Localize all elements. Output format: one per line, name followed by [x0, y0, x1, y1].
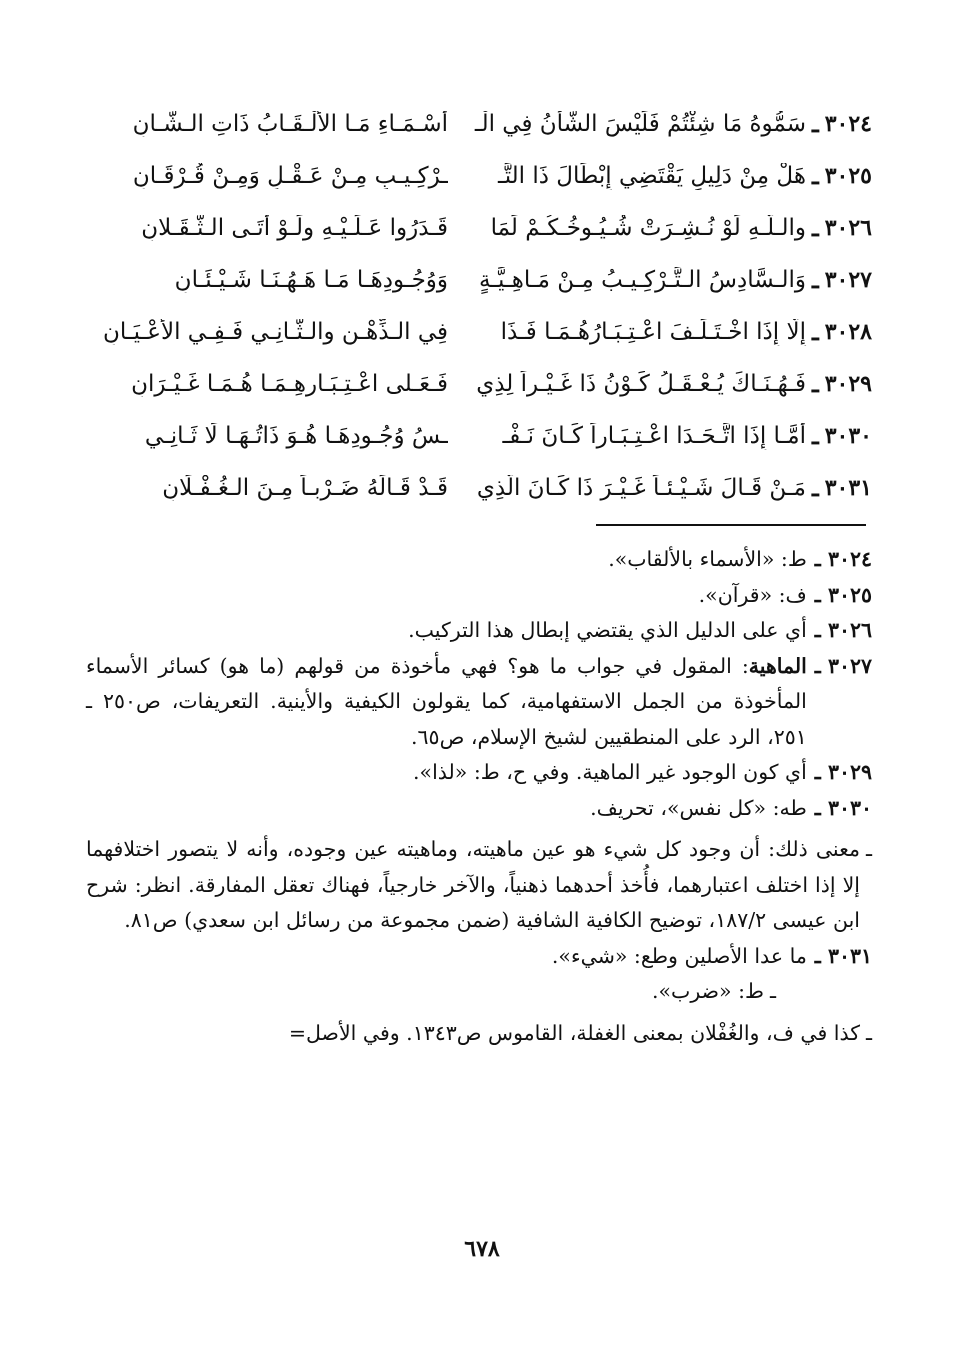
verse-second-hemistich: فِي الـذِّهْـنِ والـثَّـانِـي فَـفِـي الأَعْـيَـانِ: [102, 319, 448, 345]
verse-second-hemistich: قَـدَرُوا عَـلَـيْـهِ ولَـوْ أَتَـى الـثَّـقَـلانِ: [141, 215, 448, 241]
footnote-number: ٣٠٢٧ ـ: [814, 653, 872, 678]
verse-first-hemistich: [472, 319, 872, 346]
verse-first-hemistich: [472, 267, 872, 294]
footnote-text: كذا في ف، والغُفْلان بمعنى الغفلة، القاموس ص١٣٤٣. وفي الأصل=: [288, 1020, 860, 1045]
footnote-body: : المقول في جواب ما هو؟ فهي مأخوذة من قولهم (ما هو) كسائر الأسماء المأخوذة من الجمل الاستفهامية، كما يقولون الكيفية والأينية. التعريفات، ص٢٥٠ ـ ٢٥١، الرد على المنطقيين لشيخ الإسلام، ص٦٥.: [86, 653, 807, 749]
verse-dash: ـ: [811, 370, 819, 398]
footnote-text: أي على الدليل الذي يقتضي إبطال هذا التركيب.: [408, 618, 807, 642]
footnote-text: ما عدا الأصلين وطع: «شيء».: [551, 943, 807, 968]
footnotes: [86, 542, 872, 1051]
footnote-number: ٣٠٢٦ ـ: [814, 618, 872, 642]
verse-dash: ـ: [811, 266, 819, 294]
footnote-dash: ـ: [865, 1020, 872, 1045]
verse-line: [86, 150, 872, 202]
verse-dash: ـ: [811, 318, 819, 346]
verse-second-hemistich: وَوُجُـودِهَـا مَـا هَـهُـنَـا شَـيْـئَـانِ: [174, 267, 448, 293]
verse-dash: ـ: [811, 474, 819, 502]
verse-second-hemistich: أَسْـمَـاءِ مَـا الأَلْـقَـابُ ذَاتِ الـشَّـانِ: [132, 111, 448, 137]
verse-number: ٣٠٢٧: [824, 267, 872, 293]
footnote: [86, 649, 872, 756]
verse-sadr-text: سَمُّوهُ مَا شِئْتُمْ فَلَيْسَ الشَّأْنُ فِي الْـ: [474, 111, 806, 137]
footnote-number: ٣٠٣١ ـ: [814, 943, 872, 968]
footnote-number: ٣٠٣٠ ـ: [814, 795, 872, 820]
verse-first-hemistich: [472, 111, 872, 138]
footnote-continuation: [86, 974, 872, 1010]
verse-number: ٣٠٢٥: [824, 163, 872, 189]
verse-second-hemistich: قَـدْ قَـالَهُ ضَـرْبـاً مِـنَ الـغُـفْـلَانِ: [162, 475, 448, 501]
poem-verses: [86, 98, 872, 514]
footnote: [86, 542, 872, 578]
verse-first-hemistich: [472, 475, 872, 502]
footnote: [86, 613, 872, 649]
footnote-text: طه: «كل نفس»، تحريف.: [590, 795, 807, 820]
verse-sadr-text: والـلَّـهِ لَوْ نُـشِـرَتْ شُـيُـوخُـكُـمْ لَمَا: [490, 215, 806, 241]
footnote: [86, 755, 872, 791]
verse-line: [86, 98, 872, 150]
footnote-text: معنى ذلك: أن وجود كل شيء هو عين ماهيته، وماهيته عين وجوده، وأنه لا يتصور اختلافهما إلا إذا اختلف اعتبارهما، فأُخذ أحدهما ذهنياً، والآخر خارجياً، فهناك تعقل المفارقة. انظر: شرح ابن عيسى ١٨٧/٢، توضيح الكافية الشافية (ضمن مجموعة من رسائل ابن سعدي) ص٨١.: [86, 837, 860, 932]
verse-number: ٣٠٢٨: [824, 319, 872, 345]
verse-first-hemistich: [472, 163, 872, 190]
footnote-term: الماهية: [748, 653, 807, 678]
verse-number: ٣٠٢٦: [824, 215, 872, 241]
verse-sadr-text: فَـهُـنَـاكَ يُـعْـقَـلُ كَـوْنُ ذَا غَـيْـراً لِذِي: [476, 371, 806, 397]
verse-number: ٣٠٣١: [824, 475, 872, 501]
verse-sadr-text: وَالـسَّادِسُ الـتَّـرْكِـيـبُ مِـنْ مَـاهِـيَّـةٍ: [478, 267, 806, 293]
footnote-text: ف: «قرآن».: [698, 582, 807, 607]
verse-line: [86, 410, 872, 462]
verse-line: [86, 254, 872, 306]
verse-sadr-text: إِلَّا إِذَا اخْـتَـلَـفَ اعْـتِـبَـارُهُـمَـا فَـذَا: [500, 319, 806, 345]
verse-second-hemistich: ـرْكِـيـبِ مِـنْ عَـقْـلٍ وَمِـنْ قُـرْقَـانِ: [132, 163, 448, 189]
footnote-text: أي كون الوجود غير الماهية. وفي ح، ط: «لذا».: [413, 760, 807, 784]
verse-sadr-text: مَـنْ قَـالَ شَـيْـئـاً غَـيْـرَ ذَا كَـانَ الَّذِي: [476, 475, 806, 501]
verse-second-hemistich: ـسُ وُجُـودِهَـا هُـوَ ذَاتُـهَـا لَا ثَـانِـي: [144, 423, 448, 449]
footnote-dash: ـ: [865, 837, 872, 861]
footnote-text: ط: «ضرب».: [651, 979, 764, 1003]
verse-sadr-text: أَمَّـا إِذَا اتَّـحَـدَا اعْـتِـبَـاراً كَـانَ نَـفْـ: [502, 423, 806, 449]
verse-line: [86, 358, 872, 410]
footnote-text: [86, 649, 807, 756]
page-number: ٦٧٨: [464, 1236, 500, 1262]
verse-line: [86, 462, 872, 514]
verse-number: ٣٠٣٠: [824, 423, 872, 449]
verse-dash: ـ: [811, 214, 819, 242]
verse-second-hemistich: فَـعَـلى اعْـتِـبَـارِهِـمَـا هُـمَـا غَـيْـرَانِ: [131, 371, 448, 397]
verse-number: ٣٠٢٩: [824, 371, 872, 397]
footnote-text: ط: «الأسماء بالألقاب».: [608, 547, 807, 571]
footnote-continuation: [86, 1016, 872, 1052]
verse-dash: ـ: [811, 162, 819, 190]
footnote-dash: ـ: [769, 979, 776, 1003]
footnote-continuation: [86, 832, 872, 939]
footnote: [86, 578, 872, 614]
verse-first-hemistich: [472, 215, 872, 242]
footnote-number: ٣٠٢٩ ـ: [814, 760, 872, 784]
footnote-number: ٣٠٢٥ ـ: [814, 582, 872, 607]
footnote-divider: [596, 524, 866, 526]
verse-line: [86, 202, 872, 254]
footnote-number: ٣٠٢٤ ـ: [814, 547, 872, 571]
verse-dash: ـ: [811, 422, 819, 450]
footnote: [86, 939, 872, 975]
verse-line: [86, 306, 872, 358]
verse-sadr-text: هَلْ مِنْ دَلِيلٍ يَقْتَضِي إِبْطَالَ ذَا التَّـ: [497, 163, 806, 189]
verse-number: ٣٠٢٤: [824, 111, 872, 137]
verse-dash: ـ: [811, 110, 819, 138]
verse-first-hemistich: [472, 423, 872, 450]
footnote: [86, 791, 872, 827]
verse-first-hemistich: [472, 371, 872, 398]
